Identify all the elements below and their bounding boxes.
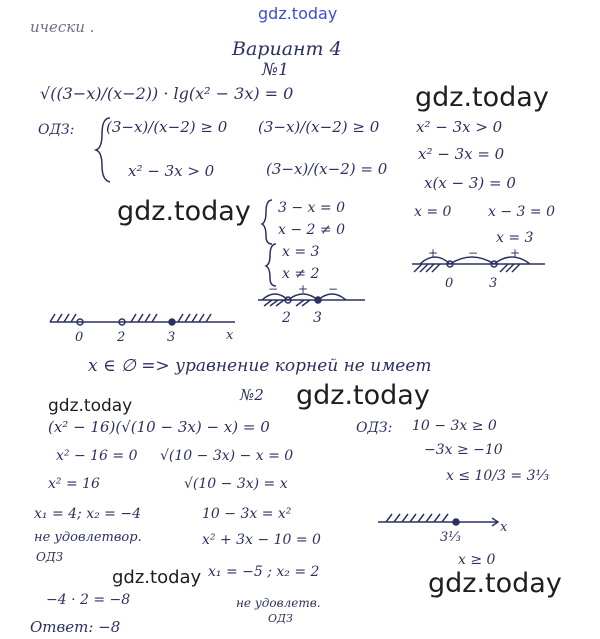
- axis-label: 3⅓: [440, 530, 461, 545]
- sign-label: −: [268, 282, 279, 296]
- axis-label: 3: [313, 310, 322, 326]
- root: x = 0: [414, 204, 452, 220]
- sign-label: −: [328, 282, 339, 296]
- note: не удовлетв.: [236, 596, 321, 610]
- axis-label: 2: [282, 310, 291, 326]
- sign-label: +: [428, 246, 439, 260]
- equation: √(10 − 3x) − x = 0: [160, 448, 294, 464]
- equation: √(10 − 3x) = x: [184, 476, 288, 492]
- task-2-number: №2: [240, 386, 264, 404]
- roots: x₁ = 4; x₂ = −4: [34, 506, 141, 522]
- task-1-equation: √((3−x)/(x−2)) · lg(x² − 3x) = 0: [40, 84, 294, 103]
- sign-label: +: [510, 246, 521, 260]
- equation: 3 − x = 0: [278, 200, 345, 216]
- watermark: gdz.today: [48, 396, 133, 416]
- root: x = 3: [496, 230, 534, 246]
- inequality: (3−x)/(x−2) ≥ 0: [258, 118, 380, 136]
- watermark: gdz.today: [296, 380, 430, 411]
- note: ОДЗ: [36, 550, 64, 564]
- inequality: −3x ≥ −10: [424, 442, 503, 458]
- equation: x − 2 ≠ 0: [278, 222, 345, 238]
- odz-label: ОДЗ:: [356, 420, 393, 436]
- equation: x² − 3x = 0: [418, 145, 505, 163]
- corner-text: ически .: [30, 18, 95, 36]
- watermark-top: gdz.today: [258, 4, 338, 23]
- variant-title: Вариант 4: [232, 38, 342, 60]
- axis-label: 3: [489, 276, 498, 291]
- odz-condition: x² − 3x > 0: [128, 162, 215, 180]
- note: не удовлетвор.: [34, 530, 142, 545]
- axis-label: 0: [75, 330, 84, 345]
- equation: x = 3: [282, 244, 320, 260]
- equation: x(x − 3) = 0: [424, 174, 516, 192]
- equation: x − 3 = 0: [488, 204, 555, 220]
- watermark: gdz.today: [415, 82, 549, 113]
- sign-label: +: [298, 282, 309, 296]
- inequality: x² − 3x > 0: [416, 118, 503, 136]
- inequality: 10 − 3x ≥ 0: [412, 418, 497, 434]
- sign-label: −: [468, 246, 479, 260]
- watermark: gdz.today: [112, 567, 202, 588]
- task-1-number: №1: [262, 60, 289, 80]
- odz-label: ОДЗ:: [38, 122, 75, 138]
- task-1-conclusion: x ∈ ∅ => уравнение корней не имеет: [88, 356, 432, 376]
- equation: (3−x)/(x−2) = 0: [266, 160, 388, 178]
- equation: 10 − 3x = x²: [202, 506, 292, 522]
- axis-label: 2: [117, 330, 126, 345]
- equation: x ≠ 2: [282, 266, 320, 282]
- watermark: gdz.today: [117, 196, 251, 227]
- axis-label: 0: [445, 276, 454, 291]
- watermark: gdz.today: [428, 568, 562, 599]
- axis-label: x: [500, 520, 508, 535]
- inequality: x ≥ 0: [458, 552, 496, 568]
- inequality: x ≤ 10/3 = 3⅓: [446, 468, 550, 484]
- equation: x² + 3x − 10 = 0: [202, 532, 321, 548]
- answer: Ответ: −8: [30, 618, 121, 636]
- task-2-equation: (x² − 16)(√(10 − 3x) − x) = 0: [48, 418, 270, 436]
- note: ОДЗ: [268, 612, 293, 625]
- roots: x₁ = −5 ; x₂ = 2: [208, 564, 320, 580]
- product: −4 · 2 = −8: [46, 592, 131, 608]
- odz-condition: (3−x)/(x−2) ≥ 0: [106, 118, 228, 136]
- equation: x² = 16: [48, 476, 100, 492]
- axis-label: 3: [167, 330, 176, 345]
- equation: x² − 16 = 0: [56, 448, 138, 464]
- axis-label: x: [226, 328, 234, 343]
